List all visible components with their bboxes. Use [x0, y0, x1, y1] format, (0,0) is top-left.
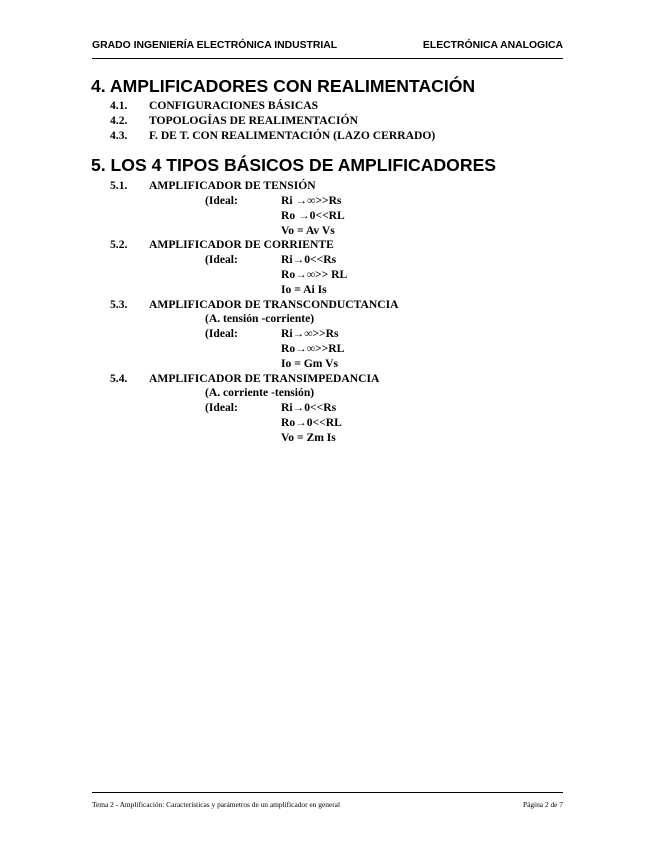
item-title: AMPLIFICADOR DE CORRIENTE	[149, 238, 334, 251]
ideal-label: (Ideal:	[205, 327, 238, 340]
section-4-title: 4. AMPLIFICADORES CON REALIMENTACIÓN	[91, 76, 476, 96]
item-title: CONFIGURACIONES BÁSICAS	[149, 99, 319, 112]
section-5-title: 5. LOS 4 TIPOS BÁSICOS DE AMPLIFICADORES	[91, 155, 497, 175]
ideal-equation: Io = Ai Is	[281, 283, 327, 296]
item-title: AMPLIFICADOR DE TRANSIMPEDANCIA	[149, 372, 380, 385]
item-title: AMPLIFICADOR DE TRANSCONDUCTANCIA	[149, 298, 399, 311]
item-number: 4.2.	[110, 114, 128, 127]
ideal-equation: Io = Gm Vs	[281, 357, 338, 370]
ideal-condition: Ri→0<<Rs	[281, 253, 337, 266]
page-header	[92, 40, 563, 59]
item-subtitle: (A. corriente -tensión)	[205, 386, 315, 399]
ideal-condition: Ro→0<<RL	[281, 416, 342, 429]
item-title: TOPOLOGÍAS DE REALIMENTACIÓN	[149, 114, 358, 127]
ideal-condition: Ro →0<<RL	[281, 209, 345, 222]
ideal-label: (Ideal:	[205, 194, 238, 207]
item-number: 4.1.	[110, 99, 128, 112]
ideal-condition: Ri→∞>>Rs	[281, 327, 339, 340]
header-subject: ELECTRÓNICA ANALOGICA	[422, 40, 563, 51]
ideal-condition: Ri →∞>>Rs	[281, 194, 342, 207]
ideal-condition: Ri→0<<Rs	[281, 401, 337, 414]
ideal-label: (Ideal:	[205, 253, 238, 266]
header-course: GRADO INGENIERÍA ELECTRÓNICA INDUSTRIAL	[92, 40, 338, 51]
item-number: 5.3.	[110, 298, 128, 311]
item-number: 5.1.	[110, 179, 128, 192]
ideal-label: (Ideal:	[205, 401, 238, 414]
footer-topic: Tema 2 - Amplificación: Características y parámetros de un amplificador en general	[92, 800, 340, 809]
item-number: 5.2.	[110, 238, 128, 251]
ideal-equation: Vo = Zm Is	[281, 431, 336, 444]
ideal-condition: Ro→∞>> RL	[281, 268, 348, 281]
ideal-equation: Vo = Av Vs	[281, 224, 335, 237]
item-number: 4.3.	[110, 129, 128, 142]
item-title: F. DE T. CON REALIMENTACIÓN (LAZO CERRADO)	[149, 129, 436, 142]
item-title: AMPLIFICADOR DE TENSIÓN	[149, 179, 316, 192]
page-footer	[92, 792, 563, 809]
item-number: 5.4.	[110, 372, 128, 385]
ideal-condition: Ro→∞>>RL	[281, 342, 345, 355]
item-subtitle: (A. tensión -corriente)	[205, 312, 315, 325]
page-number: Página 2 de 7	[522, 800, 563, 809]
